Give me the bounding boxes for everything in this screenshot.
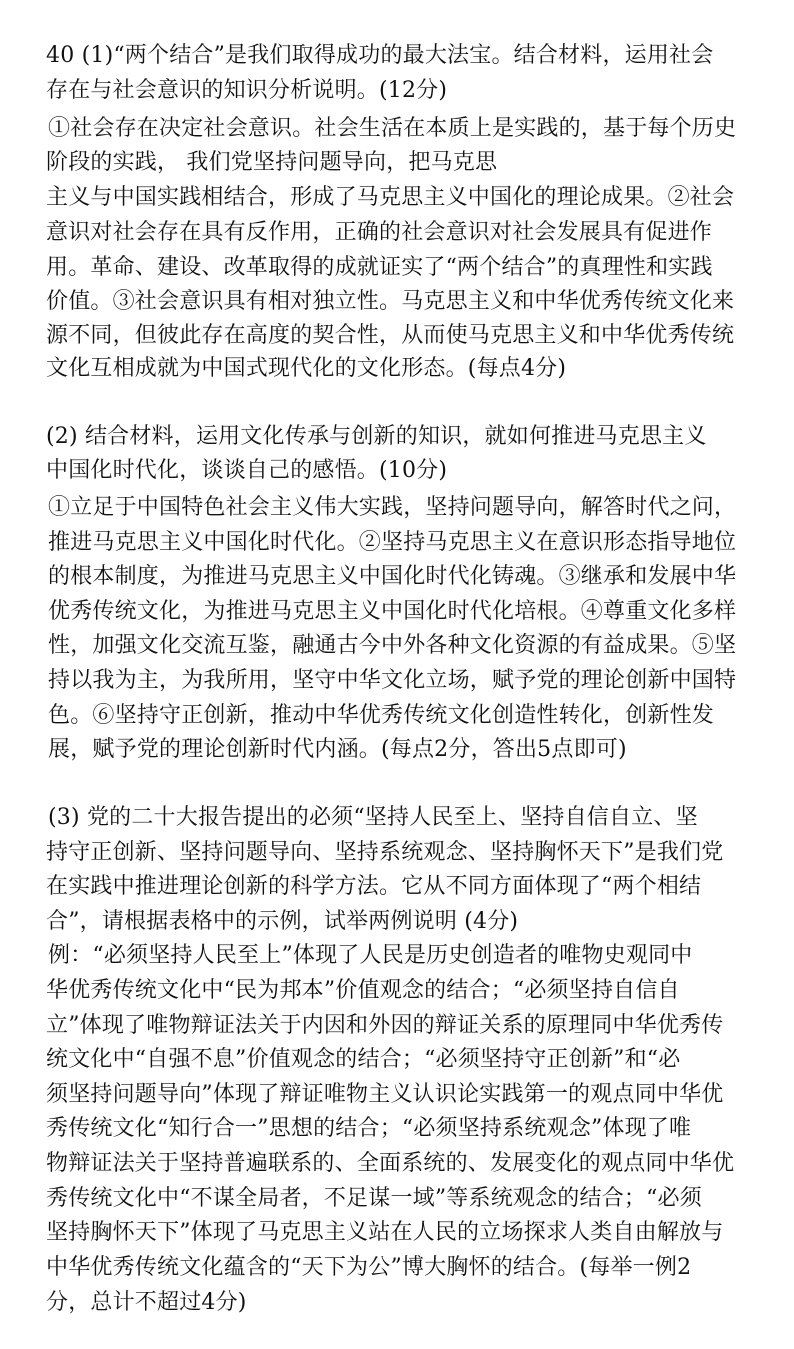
text-line: 源不同，但彼此存在高度的契合性，从而使马克思主义和中华优秀传统 bbox=[46, 323, 735, 348]
text-line: 分，总计不超过4分) bbox=[46, 1290, 247, 1315]
text-line: 展，赋予党的理论创新时代内涵。(每点2分，答出5点即可) bbox=[48, 737, 627, 762]
text-line: 物辩证法关于坚持普遍联系的、全面系统的、发展变化的观点同中华优 bbox=[46, 1151, 735, 1176]
text-line: 推进马克思主义中国化时代化。②坚持马克思主义在意识形态指导地位 bbox=[48, 530, 737, 555]
text-line: 中华优秀传统文化蕴含的“天下为公”博大胸怀的结合。(每举一例2 bbox=[46, 1255, 692, 1280]
text-line: 用。革命、建设、改革取得的成就证实了“两个结合”的真理性和实践 bbox=[46, 255, 713, 280]
text-line: 合”，请根据表格中的示例，试举两例说明 (4分) bbox=[46, 909, 519, 934]
text-line: (2) 结合材料，运用文化传承与创新的知识，就如何推进马克思主义 bbox=[46, 424, 707, 449]
text-line: (3) 党的二十大报告提出的必须“坚持人民至上、坚持自信自立、坚 bbox=[48, 805, 698, 830]
text-line: 主义与中国实践相结合，形成了马克思主义中国化的理论成果。②社会 bbox=[46, 185, 735, 210]
text-line: 价值。③社会意识具有相对独立性。马克思主义和中华优秀传统文化来 bbox=[46, 289, 735, 314]
text-line: 持以我为主，为我所用，坚守中华文化立场，赋予党的理论创新中国特 bbox=[48, 668, 737, 693]
text-line: 存在与社会意识的知识分析说明。(12分) bbox=[46, 78, 448, 103]
text-line: 在实践中推进理论创新的科学方法。它从不同方面体现了“两个相结 bbox=[46, 874, 702, 899]
text-line: 立”体现了唯物辩证法关于内因和外因的辩证关系的原理同中华优秀传 bbox=[46, 1013, 724, 1038]
text-line: 40 (1)“两个结合”是我们取得成功的最大法宝。结合材料，运用社会 bbox=[46, 43, 714, 68]
text-line: 例：“必须坚持人民至上”体现了人民是历史创造者的唯物史观同中 bbox=[48, 943, 693, 968]
text-line: 性，加强文化交流互鉴，融通古今中外各种文化资源的有益成果。⑤坚 bbox=[48, 633, 737, 658]
text-line: 华优秀传统文化中“民为邦本”价值观念的结合；“必须坚持自信自 bbox=[46, 978, 680, 1003]
text-line: ①立足于中国特色社会主义伟大实践，坚持问题导向，解答时代之问， bbox=[48, 495, 737, 520]
text-line: 色。⑥坚持守正创新，推动中华优秀传统文化创造性转化，创新性发 bbox=[48, 703, 715, 728]
text-line: 文化互相成就为中国式现代化的文化形态。(每点4分) bbox=[46, 356, 567, 381]
text-line: 坚持胸怀天下”体现了马克思主义站在人民的立场探求人类自由解放与 bbox=[46, 1220, 724, 1245]
text-line: 中国化时代化，谈谈自己的感悟。(10分) bbox=[46, 458, 448, 483]
text-line: 阶段的实践， 我们党坚持问题导向，把马克思 bbox=[46, 150, 498, 175]
text-line: 意识对社会存在具有反作用，正确的社会意识对社会发展具有促进作 bbox=[46, 220, 713, 245]
text-line: 秀传统文化中“不谋全局者，不足谋一域”等系统观念的结合；“必须 bbox=[46, 1186, 702, 1211]
text-line: 统文化中“自强不息”价值观念的结合；“必须坚持守正创新”和“必 bbox=[46, 1047, 681, 1072]
text-line: 持守正创新、坚持问题导向、坚持系统观念、坚持胸怀天下”是我们党 bbox=[46, 840, 724, 865]
text-line: ①社会存在决定社会意识。社会生活在本质上是实践的，基于每个历史 bbox=[48, 116, 737, 141]
text-line: 秀传统文化“知行合一”思想的结合；“必须坚持系统观念”体现了唯 bbox=[46, 1116, 692, 1141]
text-line: 的根本制度，为推进马克思主义中国化时代化铸魂。③继承和发展中华 bbox=[48, 564, 737, 589]
text-line: 须坚持问题导向”体现了辩证唯物主义认识论实践第一的观点同中华优 bbox=[46, 1082, 724, 1107]
text-line: 优秀传统文化，为推进马克思主义中国化时代化培根。④尊重文化多样 bbox=[48, 599, 737, 624]
